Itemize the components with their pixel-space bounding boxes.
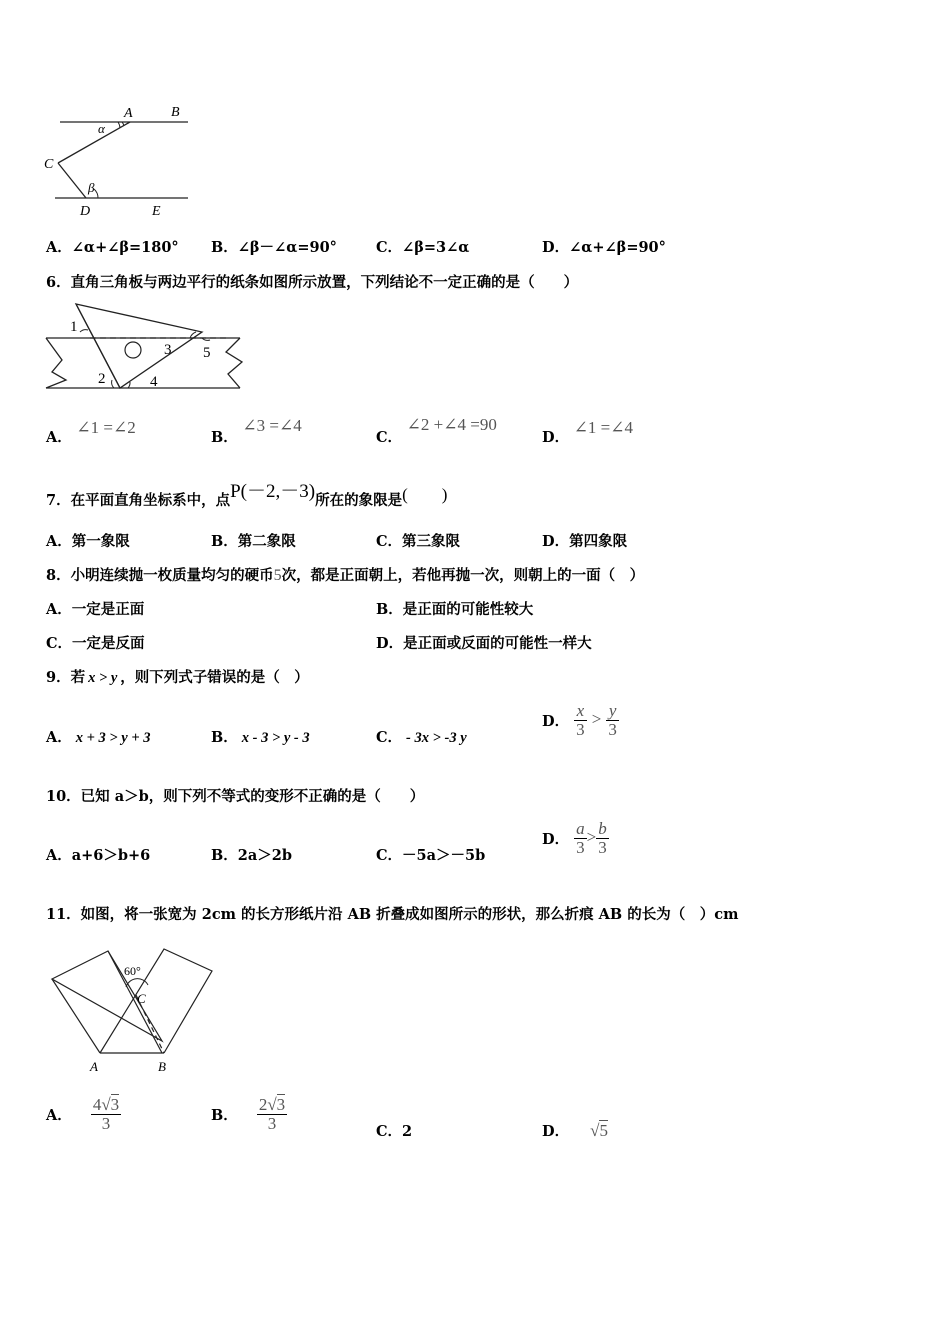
q11-label-C: C xyxy=(137,991,146,1006)
q5-figure xyxy=(40,100,200,222)
q10-option-a: A．a+6＞b+6 xyxy=(46,847,151,864)
q5-label-E: E xyxy=(152,204,161,219)
q10-option-c: C．－5a＞－5b xyxy=(376,847,486,864)
q11-sqrt: √5 xyxy=(590,1121,608,1140)
q6-option-b: B． ∠3 =∠4 xyxy=(211,416,302,446)
q10-fraction-a: $\frac{a}{3}$ xyxy=(576,819,585,857)
q5-label-B: B xyxy=(171,105,180,120)
q5-label-alpha: α xyxy=(98,121,105,136)
q5-label-C: C xyxy=(44,157,54,172)
q6-option-d: D． ∠1 =∠4 xyxy=(542,418,634,446)
q5-option-b: B．∠β－∠α=90° xyxy=(211,239,337,256)
q9-option-a: A． x + 3 > y + 3 xyxy=(46,729,151,746)
q11-option-d: D． √5 xyxy=(542,1121,608,1140)
q9-fraction-x: $\frac{x}{3}$ xyxy=(576,701,585,739)
q11-option-c: C．2 xyxy=(376,1123,413,1140)
q8-option-b: B．是正面的可能性较大 xyxy=(376,601,534,618)
q8-option-d: D．是正面或反面的可能性一样大 xyxy=(376,635,592,652)
q6-label-1: 1 xyxy=(70,319,78,335)
q10-stem: 10．已知 a＞b，则下列不等式的变形不正确的是（ ） xyxy=(46,788,425,805)
q8-stem: 8．小明连续抛一枚质量均匀的硬币5次，都是正面朝上，若他再抛一次，则朝上的一面（ ） xyxy=(46,567,645,584)
q7-option-d: D．第四象限 xyxy=(542,533,628,550)
sqrt-icon: √ xyxy=(101,1095,111,1114)
q5-label-D: D xyxy=(80,204,91,219)
q11-figure xyxy=(40,945,230,1080)
q6-label-5: 5 xyxy=(203,345,211,361)
q5-label-A: A xyxy=(124,106,133,121)
q5-option-c: C．∠β=3∠α xyxy=(376,239,470,256)
q9-fraction-y: $\frac{y}{3}$ xyxy=(608,701,617,739)
q8-option-a: A．一定是正面 xyxy=(46,601,145,618)
q6-option-a: A． ∠1 =∠2 xyxy=(46,418,136,446)
q5-option-d: D．∠α+∠β=90° xyxy=(542,239,666,256)
q9-option-d: D． $\frac{x}{3}$ > $\frac{y}{3}$ xyxy=(542,701,617,739)
q11-fraction-a: $\frac{4√3}{3}$ xyxy=(92,1095,120,1133)
q9-stem: 9．若 x > y ，则下列式子错误的是（ ） xyxy=(46,669,309,686)
q11-stem: 11．如图，将一张宽为 2cm 的长方形纸片沿 AB 折叠成如图所示的形状，那么折痕 AB 的长为（ ）cm xyxy=(46,906,739,923)
q11-label-angle: 60° xyxy=(124,964,141,978)
q7-point: P(－2,－3) xyxy=(230,481,316,502)
q11-fraction-b: $\frac{2√3}{3}$ xyxy=(258,1095,286,1133)
q10-option-d: D． $\frac{a}{3}$ > $\frac{b}{3}$ xyxy=(542,819,607,857)
q6-option-c: C． ∠2 +∠4 =90 xyxy=(376,415,497,446)
q5-option-a: A．∠α+∠β=180° xyxy=(46,239,179,256)
q7-option-c: C．第三象限 xyxy=(376,533,461,550)
q9-option-c: C． - 3x > -3 y xyxy=(376,729,467,746)
q11-option-b: B． $\frac{2√3}{3}$ xyxy=(211,1095,286,1133)
q8-option-c: C．一定是反面 xyxy=(46,635,145,652)
q5-label-beta: β xyxy=(88,180,95,195)
sqrt-icon: √ xyxy=(267,1095,277,1114)
q6-label-4: 4 xyxy=(150,374,158,390)
q6-label-2: 2 xyxy=(98,371,106,387)
sqrt-icon: √ xyxy=(590,1121,600,1140)
q6-stem: 6．直角三角板与两边平行的纸条如图所示放置，下列结论不一定正确的是（ ） xyxy=(46,274,579,291)
q9-option-b: B． x - 3 > y - 3 xyxy=(211,729,310,746)
q11-label-B: B xyxy=(158,1059,166,1074)
q11-label-A: A xyxy=(90,1059,98,1074)
q7-option-b: B．第二象限 xyxy=(211,533,296,550)
q7-option-a: A．第一象限 xyxy=(46,533,130,550)
q10-option-b: B．2a＞2b xyxy=(211,847,292,864)
q7-stem: 7．在平面直角坐标系中，点P(－2,－3)所在的象限是( ) xyxy=(46,481,448,509)
q6-figure xyxy=(40,300,250,395)
q6-label-3: 3 xyxy=(164,342,172,358)
q10-fraction-b: $\frac{b}{3}$ xyxy=(598,819,607,857)
q11-option-a: A． $\frac{4√3}{3}$ xyxy=(46,1095,120,1133)
